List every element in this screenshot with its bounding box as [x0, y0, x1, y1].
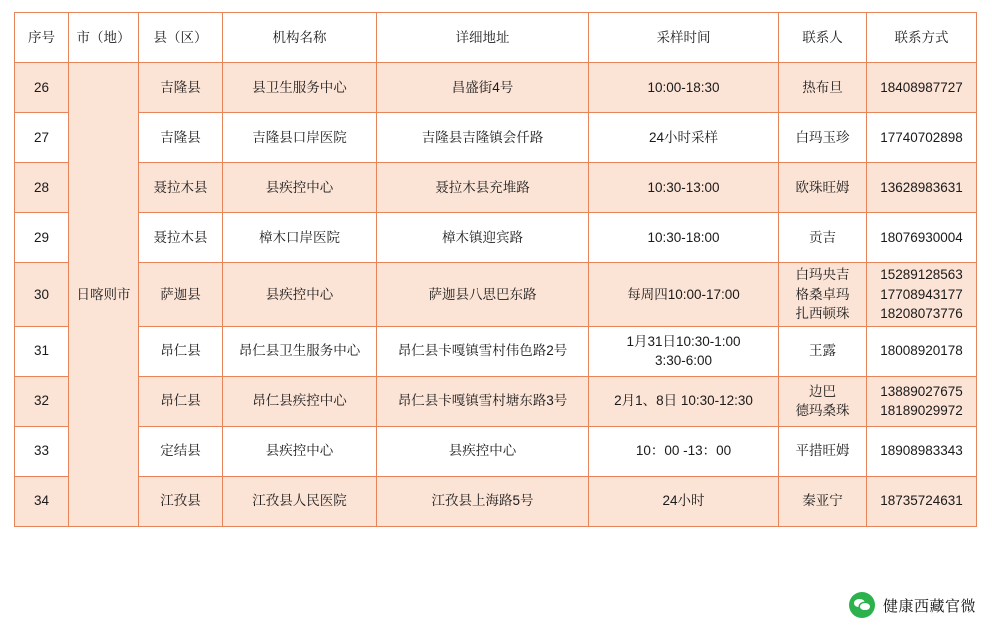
wechat-footer	[849, 592, 976, 618]
cell-time	[589, 213, 779, 263]
column-header-address: 详细地址	[377, 13, 589, 63]
cell-city: 日喀则市	[69, 63, 139, 527]
cell-time	[589, 326, 779, 376]
cell-contact	[779, 426, 867, 476]
cell-line: 10:30-18:00	[647, 229, 720, 245]
cell-time	[589, 426, 779, 476]
cell-contact	[779, 113, 867, 163]
cell-line: 13628983631	[880, 179, 963, 195]
cell-org: 昂仁县卫生服务中心	[223, 326, 377, 376]
cell-index: 33	[15, 426, 69, 476]
cell-contact	[779, 163, 867, 213]
cell-phone	[867, 426, 977, 476]
cell-line: 10:00-18:30	[647, 79, 720, 95]
cell-line: 王露	[809, 343, 836, 359]
cell-contact	[779, 213, 867, 263]
cell-county: 吉隆县	[139, 113, 223, 163]
cell-index: 34	[15, 476, 69, 526]
column-header-phone: 联系方式	[867, 13, 977, 63]
cell-line: 18208073776	[880, 306, 963, 322]
cell-county: 昂仁县	[139, 326, 223, 376]
cell-line: 边巴	[809, 383, 836, 399]
cell-phone	[867, 113, 977, 163]
cell-line: 10：00 -13：00	[635, 443, 732, 459]
column-header-city: 市（地）	[69, 13, 139, 63]
cell-index: 30	[15, 263, 69, 327]
cell-org: 县疾控中心	[223, 426, 377, 476]
cell-time	[589, 376, 779, 426]
column-header-county: 县（区）	[139, 13, 223, 63]
cell-contact	[779, 376, 867, 426]
cell-index: 31	[15, 326, 69, 376]
cell-line: 18908983343	[880, 443, 963, 459]
cell-line: 17740702898	[880, 129, 963, 145]
cell-phone	[867, 163, 977, 213]
table-row	[15, 476, 977, 526]
cell-line: 每周四10:00-17:00	[627, 286, 740, 302]
cell-index: 29	[15, 213, 69, 263]
cell-phone	[867, 213, 977, 263]
cell-line: 平措旺姆	[795, 443, 850, 459]
cell-address: 萨迦县八思巴东路	[377, 263, 589, 327]
cell-line: 3:30-6:00	[654, 353, 713, 369]
cell-org: 吉隆县口岸医院	[223, 113, 377, 163]
cell-address: 吉隆县吉隆镇会仟路	[377, 113, 589, 163]
cell-line: 18408987727	[880, 79, 963, 95]
cell-county: 吉隆县	[139, 63, 223, 113]
column-header-contact: 联系人	[779, 13, 867, 63]
column-header-org: 机构名称	[223, 13, 377, 63]
cell-line: 17708943177	[880, 286, 963, 302]
table-row	[15, 113, 977, 163]
cell-contact	[779, 263, 867, 327]
cell-index: 26	[15, 63, 69, 113]
cell-county: 聂拉木县	[139, 163, 223, 213]
sampling-sites-table	[14, 12, 977, 527]
table-row	[15, 426, 977, 476]
table-header	[15, 13, 977, 63]
cell-contact	[779, 326, 867, 376]
table-row	[15, 326, 977, 376]
cell-county: 昂仁县	[139, 376, 223, 426]
cell-line: 18008920178	[880, 343, 963, 359]
cell-index: 28	[15, 163, 69, 213]
cell-line: 白玛央吉	[795, 267, 850, 282]
document-page	[0, 12, 992, 626]
cell-time	[589, 113, 779, 163]
cell-line: 18735724631	[880, 493, 963, 509]
cell-address: 江孜县上海路5号	[377, 476, 589, 526]
cell-line: 欧珠旺姆	[795, 179, 850, 195]
cell-line: 贡吉	[809, 229, 836, 245]
cell-line: 扎西顿珠	[795, 306, 850, 322]
column-header-time: 采样时间	[589, 13, 779, 63]
cell-address: 县疾控中心	[377, 426, 589, 476]
table-row	[15, 213, 977, 263]
cell-address: 樟木镇迎宾路	[377, 213, 589, 263]
wechat-icon	[849, 592, 875, 618]
cell-line: 热布旦	[802, 79, 843, 95]
cell-line: 2月1、8日 10:30-12:30	[614, 393, 753, 409]
cell-org: 县疾控中心	[223, 263, 377, 327]
cell-contact	[779, 63, 867, 113]
cell-line: 秦亚宁	[802, 493, 843, 509]
cell-org: 江孜县人民医院	[223, 476, 377, 526]
cell-phone	[867, 263, 977, 327]
cell-time	[589, 163, 779, 213]
cell-county: 萨迦县	[139, 263, 223, 327]
cell-index: 32	[15, 376, 69, 426]
cell-line: 10:30-13:00	[647, 179, 720, 195]
cell-org: 县卫生服务中心	[223, 63, 377, 113]
wechat-account-name: 健康西藏官微	[882, 597, 976, 615]
cell-line: 白玛玉珍	[795, 129, 850, 145]
cell-contact	[779, 476, 867, 526]
cell-org: 县疾控中心	[223, 163, 377, 213]
cell-county: 定结县	[139, 426, 223, 476]
cell-line: 18189029972	[880, 403, 963, 419]
cell-line: 1月31日10:30-1:00	[626, 333, 741, 349]
cell-line: 15289128563	[880, 267, 963, 282]
cell-phone	[867, 476, 977, 526]
cell-line: 德玛桑珠	[795, 403, 850, 419]
table-row	[15, 263, 977, 327]
cell-line: 24小时	[662, 493, 705, 509]
table-body	[15, 63, 977, 527]
cell-phone	[867, 63, 977, 113]
table-row	[15, 376, 977, 426]
cell-index: 27	[15, 113, 69, 163]
cell-org: 昂仁县疾控中心	[223, 376, 377, 426]
cell-county: 聂拉木县	[139, 213, 223, 263]
cell-org: 樟木口岸医院	[223, 213, 377, 263]
cell-address: 聂拉木县充堆路	[377, 163, 589, 213]
cell-time	[589, 476, 779, 526]
table-row	[15, 163, 977, 213]
table-header-row	[15, 13, 977, 63]
cell-county: 江孜县	[139, 476, 223, 526]
cell-time	[589, 63, 779, 113]
cell-line: 18076930004	[880, 229, 963, 245]
cell-line: 格桑卓玛	[795, 286, 850, 302]
cell-phone	[867, 376, 977, 426]
table-row	[15, 63, 977, 113]
cell-address: 昂仁县卡嘎镇雪村塘东路3号	[377, 376, 589, 426]
cell-address: 昂仁县卡嘎镇雪村伟色路2号	[377, 326, 589, 376]
cell-time	[589, 263, 779, 327]
cell-line: 13889027675	[880, 383, 963, 399]
cell-phone	[867, 326, 977, 376]
cell-address: 昌盛街4号	[377, 63, 589, 113]
column-header-index: 序号	[15, 13, 69, 63]
cell-line: 24小时采样	[648, 129, 719, 145]
